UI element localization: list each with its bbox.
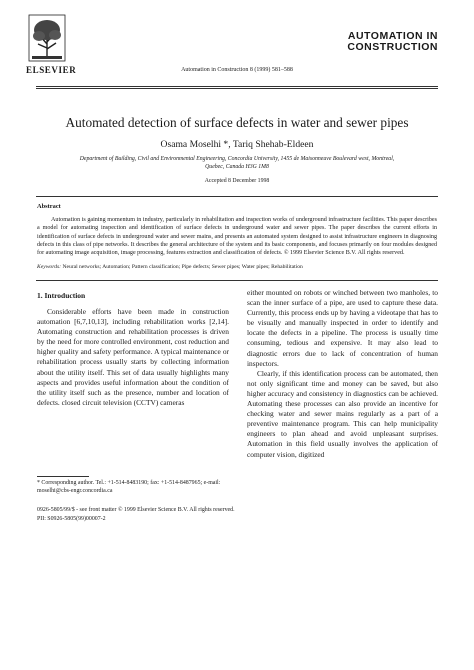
accepted-date: Accepted 8 December 1998 <box>204 178 270 184</box>
abstract-heading: Abstract <box>37 203 61 210</box>
keywords-list: Neural networks; Automation; Pattern classification; Pipe defects; Sewer pipes; Water pipes; Rehabilitation <box>62 264 303 270</box>
abstract-top-rule <box>36 196 438 197</box>
keywords <box>37 263 437 271</box>
section-heading: 1. Introduction <box>37 291 86 300</box>
journal-logo <box>347 31 438 53</box>
abstract-text: Automation is gaining momentum in industry, particularly in rehabilitation and inspection works of underground infrastructure facilities. This paper describes a model for automating inspection and identification of surface defects in underground water and sewer pipes. The paper describes the current efforts in identification of surface defects in underground water and sewer mains, and presents an automated system designed to assist infrastructure engineers in diagnosing defects in this class of pipe networks. It describes the general architecture of the system and its basic components, and focuses primarily on four modules designed for automating image acquisition, image processing, features extraction and classification of defects. © 1999 Elsevier Science B.V. All rights reserved. <box>37 217 437 257</box>
journal-name-line2: CONSTRUCTION <box>347 41 438 53</box>
body-paragraph: Considerable efforts have been made in construction automation [6,7,10,13], including rehabilitation works [2,14]. Automating construction and rehabilitation processes is driven by the need for more controlled environment, cost reduction and higher quality and safety performance. A typical maintenance or rehabilitation process usually starts by collecting information about the utility itself. This set of data usually highlights many aspects and provides useful information about the condition of the utility itself such as the presence, number and location of defects. closed circuit television (CCTV) cameras <box>37 307 229 407</box>
body-paragraph: Clearly, if this identification process can be automated, then not only significant time and money can be saved, but also higher accuracy and consistency in diagnostics can be achieved. Automating these processes can also provide an incentive for checking water and sewer mains regularly as a part of a preventive maintenance program. This can help municipality engineers to plan ahead and avoid unpleasant surprises. Automation in this field usually involves the application of computer vision, digitized <box>247 368 438 459</box>
affiliation-line2: Quebec, Canada H3G 1M8 <box>205 164 269 171</box>
header-rule-secondary <box>36 88 438 89</box>
article-title: Automated detection of surface defects in water and sewer pipes <box>65 115 409 130</box>
publisher-name: ELSEVIER <box>26 65 77 75</box>
affiliation-line1: Department of Building, Civil and Environmental Engineering, Concordia University, 1455 de Maisonneuve Boulevard west, Montreal, <box>79 156 395 162</box>
abstract-bottom-rule <box>36 280 438 281</box>
body-column-right <box>247 288 438 460</box>
publisher-logo <box>28 14 66 72</box>
article-authors: Osama Moselhi *, Tariq Shehab-Eldeen <box>160 139 314 150</box>
footnote-rule <box>37 476 89 477</box>
journal-name-line1: AUTOMATION IN <box>347 30 438 42</box>
journal-citation: Automation in Construction 8 (1999) 581–588 <box>181 67 293 73</box>
copyright-line: 0926-5805/99/$ - see front matter © 1999 Elsevier Science B.V. All rights reserved. <box>37 507 235 513</box>
pii-line: PII: S0926-5805(99)00007-2 <box>37 516 106 522</box>
footnote: * Corresponding author. Tel.: +1-514-8483190; fax: +1-514-8487965; e-mail: moselhi@cbs-engr.concordia.ca <box>37 480 221 494</box>
body-paragraph: either mounted on robots or winched between two manholes, to scan the inner surface of a pipe, are used to capture these data. Currently, this process ends up by having a videotape that has to be visually and manually inspected in order to identify and locate the defects in a pipeline. The process is usually time consuming, tedious and expensive. It may also lead to diagnostic errors due to lack of concentration of human inspectors. <box>247 288 438 368</box>
keywords-label: Keywords: <box>37 264 62 270</box>
header-rule <box>36 86 438 87</box>
author-affiliation <box>70 155 404 171</box>
body-column-left <box>37 307 229 408</box>
